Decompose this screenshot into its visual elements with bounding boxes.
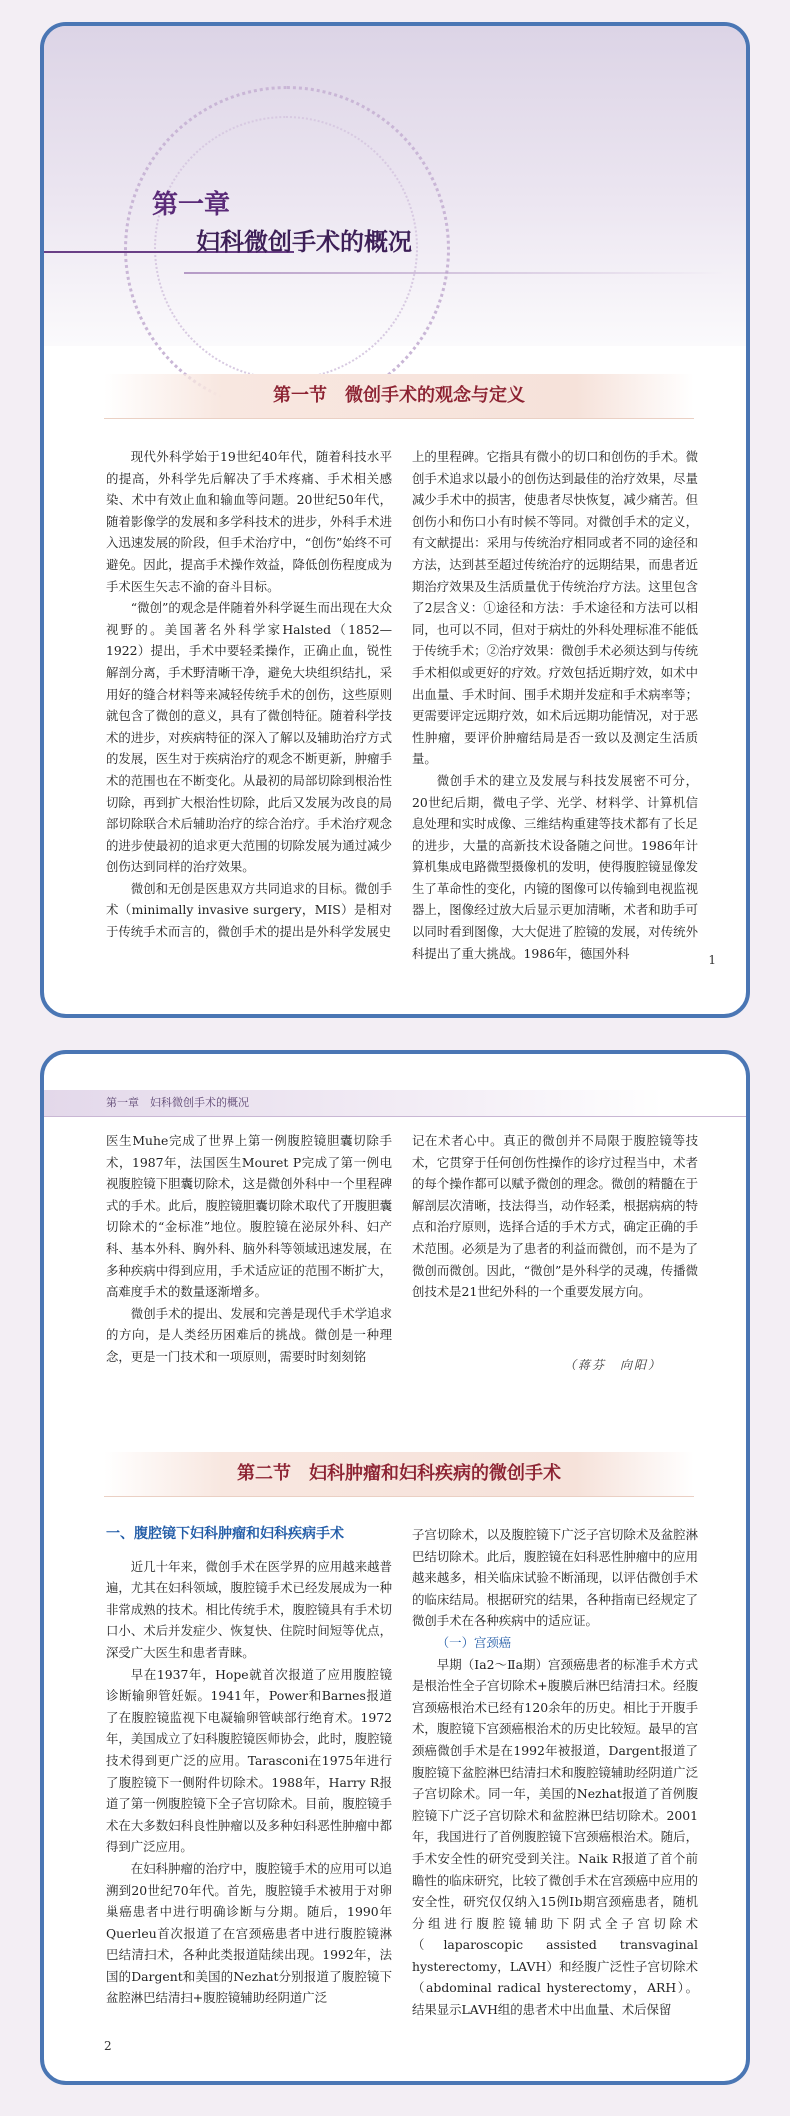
book-page-1 [40, 22, 750, 1018]
paragraph: 记在术者心中。真正的微创并不局限于腹腔镜等技术，它贯穿于任何创伤性操作的诊疗过程当中，术者的每个操作都可以赋予微创的理念。微创的精髓在于解剖层次清晰，技法得当，动作轻柔，根据病病的特点和治疗原则，选择合适的手术方式，确定正确的手术范围。必须是为了患者的利益而微创，而不是为了微创而微创。因此，“微创”是外科学的灵魂，传播微创技术是21世纪外科的一个重要发展方向。 [412, 1133, 698, 1300]
text-column-right [412, 1524, 698, 2021]
paragraph: 微创手术的建立及发展与科技发展密不可分，20世纪后期，微电子学、光学、材料学、计算机信息处理和实时成像、三维结构重建等技术都有了长足的进步，大量的高新技术设备随之问世。1986年计算机集成电路微型摄像机的发明，使得腹腔镜显像发生了革命性的变化，内镜的图像可以传输到电视监视器上，图像经过放大后显示更加清晰，术者和助手可以同时看到图像，大大促进了腔镜的发展，对传统外科提出了重大挑战。1986年，德国外科 [412, 772, 698, 961]
text-column-right [412, 446, 698, 964]
text-column-right [412, 1130, 698, 1303]
running-header [44, 1090, 664, 1116]
text-column-left [106, 1130, 392, 1368]
author-signature: （蒋芬 向阳） [564, 1358, 663, 1372]
paragraph: 现代外科学始于19世纪40年代，随着科技水平的提高，外科学先后解决了手术疼痛、手术相关感染、术中有效止血和输血等问题。20世纪50年代，随着影像学的发展和多学科技术的进步，外科手术进入迅速发展的阶段，但手术治疗中，“创伤”始终不可避免。因此，提高手术操作效益，降低创伤程度成为手术医生矢志不渝的奋斗目标。 [106, 449, 392, 594]
paragraph: 上的里程碑。它指具有微小的切口和创伤的手术。微创手术追求以最小的创伤达到最佳的治疗效果，尽量减少手术中的损害，使患者尽快恢复，减少痛苦。但创伤小和伤口小有时候不等同。对微创手术的定义，有文献提出：采用与传统治疗相同或者不同的途径和方法，达到甚至超过传统治疗的远期结果，而患者近期治疗效果及生活质量优于传统治疗方法。这里包含了2层含义：①途径和方法：手术途径和方法可以相同，也可以不同，但对于病灶的外科处理标准不能低于传统手术；②治疗效果：微创手术必须达到与传统手术相似或更好的疗效。疗效包括近期疗效，如术中出血量、手术时间、围手术期并发症和手术病率等；更需要评定远期疗效，如术后远期功能情况，对于恶性肿瘤，要评价肿瘤结局是否一致以及测定生活质量。 [412, 449, 698, 767]
section-title: 第一节 微创手术的观念与定义 [273, 385, 525, 406]
section-heading-bar [104, 1452, 694, 1497]
paragraph: “微创”的观念是伴随着外科学诞生而出现在大众视野的。美国著名外科学家Halsted（1852—1922）提出，手术中要轻柔操作，正确止血，锐性解剖分离，手术野清晰干净，避免大块组织结扎，采用好的缝合材料等来减轻传统手术的创伤，这些原则就包含了微创的意义，具有了微创特征。随着科学技术的进步，对疾病特征的深入了解以及辅助治疗方式的发展，医生对于疾病治疗的观念不断更新，肿瘤手术的范围也在不断变化。从最初的局部切除到根治性切除，再到扩大根治性切除，此后又发展为改良的局部切除联合术后辅助治疗的综合治疗。手术治疗观念的进步使最初的追求更大范围的切除发展为通过减少创伤达到同样的治疗效果。 [106, 600, 392, 875]
paragraph: 早在1937年，Hope就首次报道了应用腹腔镜诊断输卵管妊娠。1941年，Power和Barnes报道了在腹腔镜监视下电凝输卵管峡部行绝育术。1972年，美国成立了妇科腹腔镜医师协会，此时，腹腔镜技术得到更广泛的应用。Tarasconi在1975年进行了腹腔镜下一侧附件切除术。1988年，Harry R报道了第一例腹腔镜下全子宫切除术。目前，腹腔镜手术在大多数妇科良性肿瘤以及多种妇科恶性肿瘤中都得到广泛应用。 [106, 1666, 392, 1855]
chapter-title: 妇科微创手术的概况 [196, 228, 412, 256]
section-title: 第二节 妇科肿瘤和妇科疾病的微创手术 [237, 1463, 561, 1484]
chapter-number: 第一章 [152, 190, 231, 220]
section-heading-bar [104, 374, 694, 419]
sub-subsection-heading: （一）宫颈癌 [436, 1634, 512, 1650]
subsection-heading: 一、腹腔镜下妇科肿瘤和妇科疾病手术 [106, 1526, 344, 1542]
page-number: 2 [104, 2039, 112, 2053]
paragraph: 近几十年来，微创手术在医学界的应用越来越普遍，尤其在妇科领域，腹腔镜手术已经发展成为一种非常成熟的技术。相比传统手术，腹腔镜具有手术切口小、术后并发症少、恢复快、住院时间短等优点，深受广大医生和患者青睐。 [106, 1558, 392, 1660]
paragraph: 早期（Ⅰa2～Ⅱa期）宫颈癌患者的标准手术方式是根治性全子宫切除术+腹膜后淋巴结清扫术。经腹宫颈癌根治术已经有120余年的历史。相比于开腹手术，腹腔镜下宫颈癌根治术的历史比较短。最早的宫颈癌微创手术是在1992年被报道，Dargent报道了腹腔镜下盆腔淋巴结清扫术和腹腔镜辅助经阴道广泛子宫切除术。同一年，美国的Nezhat报道了首例腹腔镜下广泛子宫切除术和盆腔淋巴结切除术。2001年，我国进行了首例腹腔镜下宫颈癌根治术。随后，手术安全性的研究受到关注。Naik R报道了首个前瞻性的临床研究，比较了微创手术在宫颈癌中应用的安全性，研究仅仅纳入15例Ⅰb期宫颈癌患者，随机分组进行腹腔镜辅助下阴式全子宫切除术（laparoscopic assisted transvaginal hysterectomy，LAVH）和经腹广泛性子宫切除术（abdominal radical hysterectomy，ARH）。结果显示LAVH组的患者术中出血量、术后保留 [412, 1656, 698, 2018]
running-header-rule [44, 1116, 746, 1117]
paragraph: 微创手术的提出、发展和完善是现代手术学追求的方向，是人类经历困难后的挑战。微创是一种理念，更是一门技术和一项原则，需要时时刻刻铭 [106, 1305, 392, 1364]
paragraph: 微创和无创是医患双方共同追求的目标。微创手术（minimally invasive surgery，MIS）是相对于传统手术而言的，微创手术的提出是外科学发展史 [106, 880, 392, 940]
chapter-rule-fade [184, 272, 724, 274]
paragraph: 子宫切除术，以及腹腔镜下广泛子宫切除术及盆腔淋巴结切除术。此后，腹腔镜在妇科恶性肿瘤中的应用越来越多，相关临床试验不断涌现，以评估微创手术的临床结局。根据研究的结果，各种指南已经规定了微创手术在各种疾病中的适应证。 [412, 1527, 698, 1629]
text-column-left [106, 1524, 392, 2009]
text-column-left [106, 446, 392, 943]
page-number: 1 [708, 953, 716, 967]
chapter-header-band [44, 26, 746, 346]
paragraph: 医生Muhe完成了世界上第一例腹腔镜胆囊切除手术，1987年，法国医生Mouret P完成了第一例电视腹腔镜下胆囊切除术，这是微创外科中一个里程碑式的手术。此后，腹腔镜胆囊切除术取代了开腹胆囊切除术的“金标准”地位。腹腔镜在泌尿外科、妇产科、基本外科、胸外科、脑外科等领域迅速发展，在多种疾病中得到应用，手术适应证的范围不断扩大，高难度手术的数量逐渐增多。 [106, 1133, 392, 1300]
running-header-text: 第一章 妇科微创手术的概况 [106, 1096, 249, 1109]
book-page-2 [40, 1050, 750, 2085]
paragraph: 在妇科肿瘤的治疗中，腹腔镜手术的应用可以追溯到20世纪70年代。首先，腹腔镜手术被用于对卵巢癌患者中进行明确诊断与分期。随后，1990年Querleu首次报道了在宫颈癌患者中进行腹腔镜淋巴结清扫术，各种此类报道陆续出现。1992年，法国的Dargent和美国的Nezhat分别报道了腹腔镜下盆腔淋巴结清扫+腹腔镜辅助经阴道广泛 [106, 1860, 392, 2006]
